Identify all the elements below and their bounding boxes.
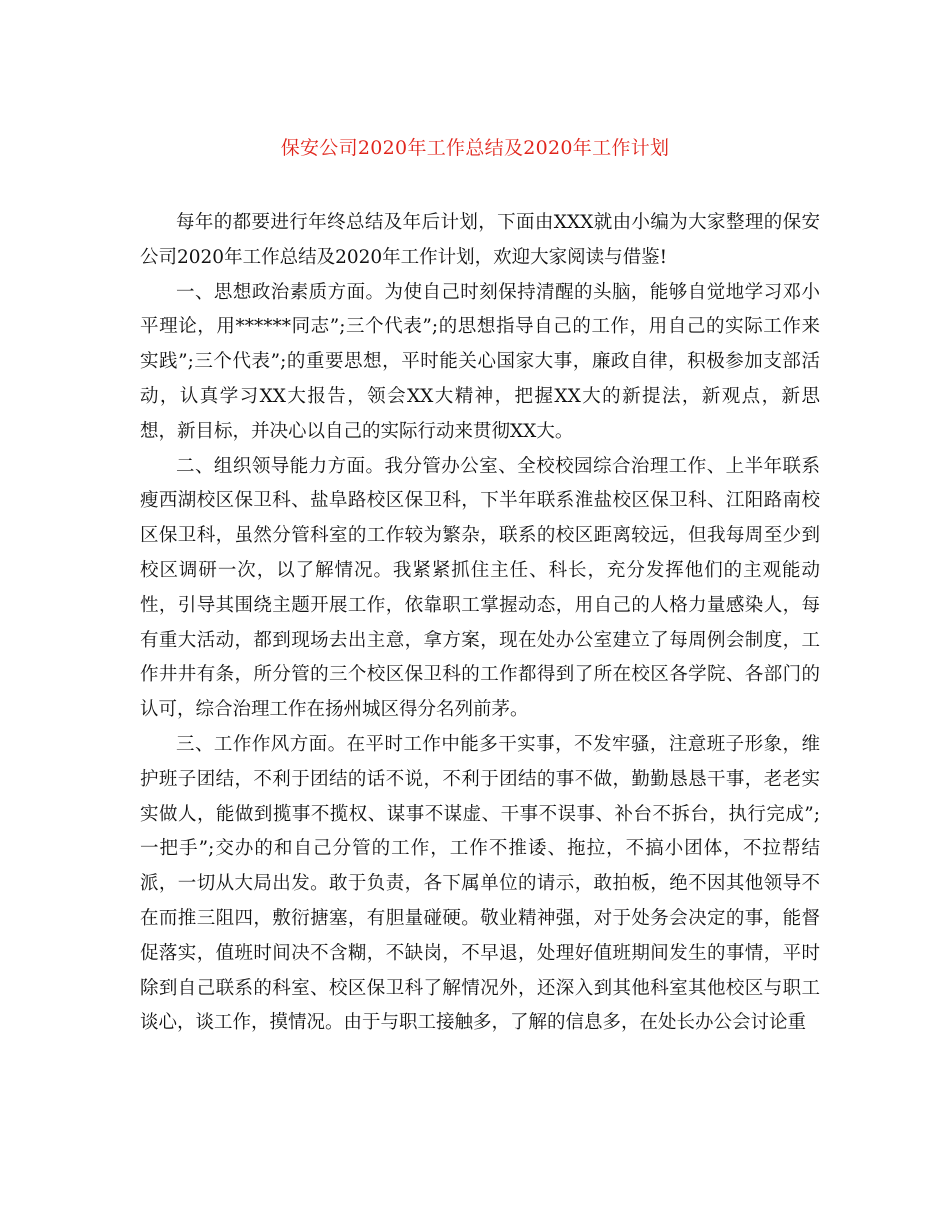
paragraph-line: 每年的都要进行年终总结及年后计划，下面由XXX就由小编为大家整理的保安 xyxy=(176,212,820,233)
paragraph-line: 在而推三阻四，敷衍搪塞，有胆量碰硬。敬业精神强，对于处务会决定的事，能督 xyxy=(140,907,820,929)
paragraph-line: 认可，综合治理工作在扬州城区得分名列前茅。 xyxy=(140,699,529,721)
paragraph-line: 三、工作作风方面。在平时工作中能多干实事，不发牢骚，注意班子形象，维 xyxy=(176,733,820,755)
paragraph-line: 实践”;三个代表”;的重要思想，平时能关心国家大事，廉政自律，积极参加支部活 xyxy=(140,351,820,373)
paragraph-line: 性，引导其围绕主题开展工作，依靠职工掌握动态，用自己的人格力量感染人，每 xyxy=(140,594,820,616)
paragraph-line: 除到自己联系的科室、校区保卫科了解情况外，还深入到其他科室其他校区与职工 xyxy=(140,977,820,999)
paragraph-line: 公司2020年工作总结及2020年工作计划，欢迎大家阅读与借鉴! xyxy=(140,246,668,268)
paragraph xyxy=(140,206,820,276)
paragraph-line: 谈心，谈工作，摸情况。由于与职工接触多，了解的信息多，在处长办公会讨论重 xyxy=(140,1012,807,1034)
paragraph-line: 区保卫科，虽然分管科室的工作较为繁杂，联系的校区距离较远，但我每周至少到 xyxy=(140,525,820,547)
paragraph-line: 作井井有条，所分管的三个校区保卫科的工作都得到了所在校区各学院、各部门的 xyxy=(140,664,820,686)
paragraph-line: 促落实，值班时间决不含糊，不缺岗，不早退，处理好值班期间发生的事情，平时 xyxy=(140,942,820,964)
paragraph-line: 一、思想政治素质方面。为使自己时刻保持清醒的头脑，能够自觉地学习邓小 xyxy=(176,281,820,303)
paragraph-line: 瘦西湖校区保卫科、盐阜路校区保卫科，下半年联系淮盐校区保卫科、江阳路南校 xyxy=(140,490,820,512)
paragraph-line: 校区调研一次，以了解情况。我紧紧抓住主任、科长，充分发挥他们的主观能动 xyxy=(140,559,820,581)
paragraph-line: 一把手”;交办的和自己分管的工作，工作不推诿、拖拉，不搞小团体，不拉帮结 xyxy=(140,838,820,860)
paragraph-line: 护班子团结，不利于团结的话不说，不利于团结的事不做，勤勤恳恳干事，老老实 xyxy=(140,768,820,790)
paragraph-line: 动，认真学习XX大报告，领会XX大精神，把握XX大的新提法，新观点，新思 xyxy=(140,385,820,407)
paragraph-line: 实做人，能做到揽事不揽权、谋事不谋虚、干事不误事、补台不拆台，执行完成”; xyxy=(140,803,820,825)
document-title: 保安公司2020年工作总结及2020年工作计划 xyxy=(280,137,670,159)
paragraph xyxy=(140,450,820,728)
paragraph xyxy=(140,276,820,450)
paragraph-line: 派，一切从大局出发。敢于负责，各下属单位的请示，敢拍板，绝不因其他领导不 xyxy=(140,873,820,895)
paragraph-line: 二、组织领导能力方面。我分管办公室、全校校园综合治理工作、上半年联系 xyxy=(176,455,820,477)
paragraph-line: 有重大活动，都到现场去出主意，拿方案，现在处办公室建立了每周例会制度，工 xyxy=(140,629,820,651)
paragraph-line: 平理论，用******同志”;三个代表”;的思想指导自己的工作，用自己的实际工作来 xyxy=(140,316,820,338)
paragraph-line: 想，新目标，并决心以自己的实际行动来贯彻XX大。 xyxy=(140,420,574,442)
paragraph xyxy=(140,728,820,1041)
document-body xyxy=(140,206,820,1041)
